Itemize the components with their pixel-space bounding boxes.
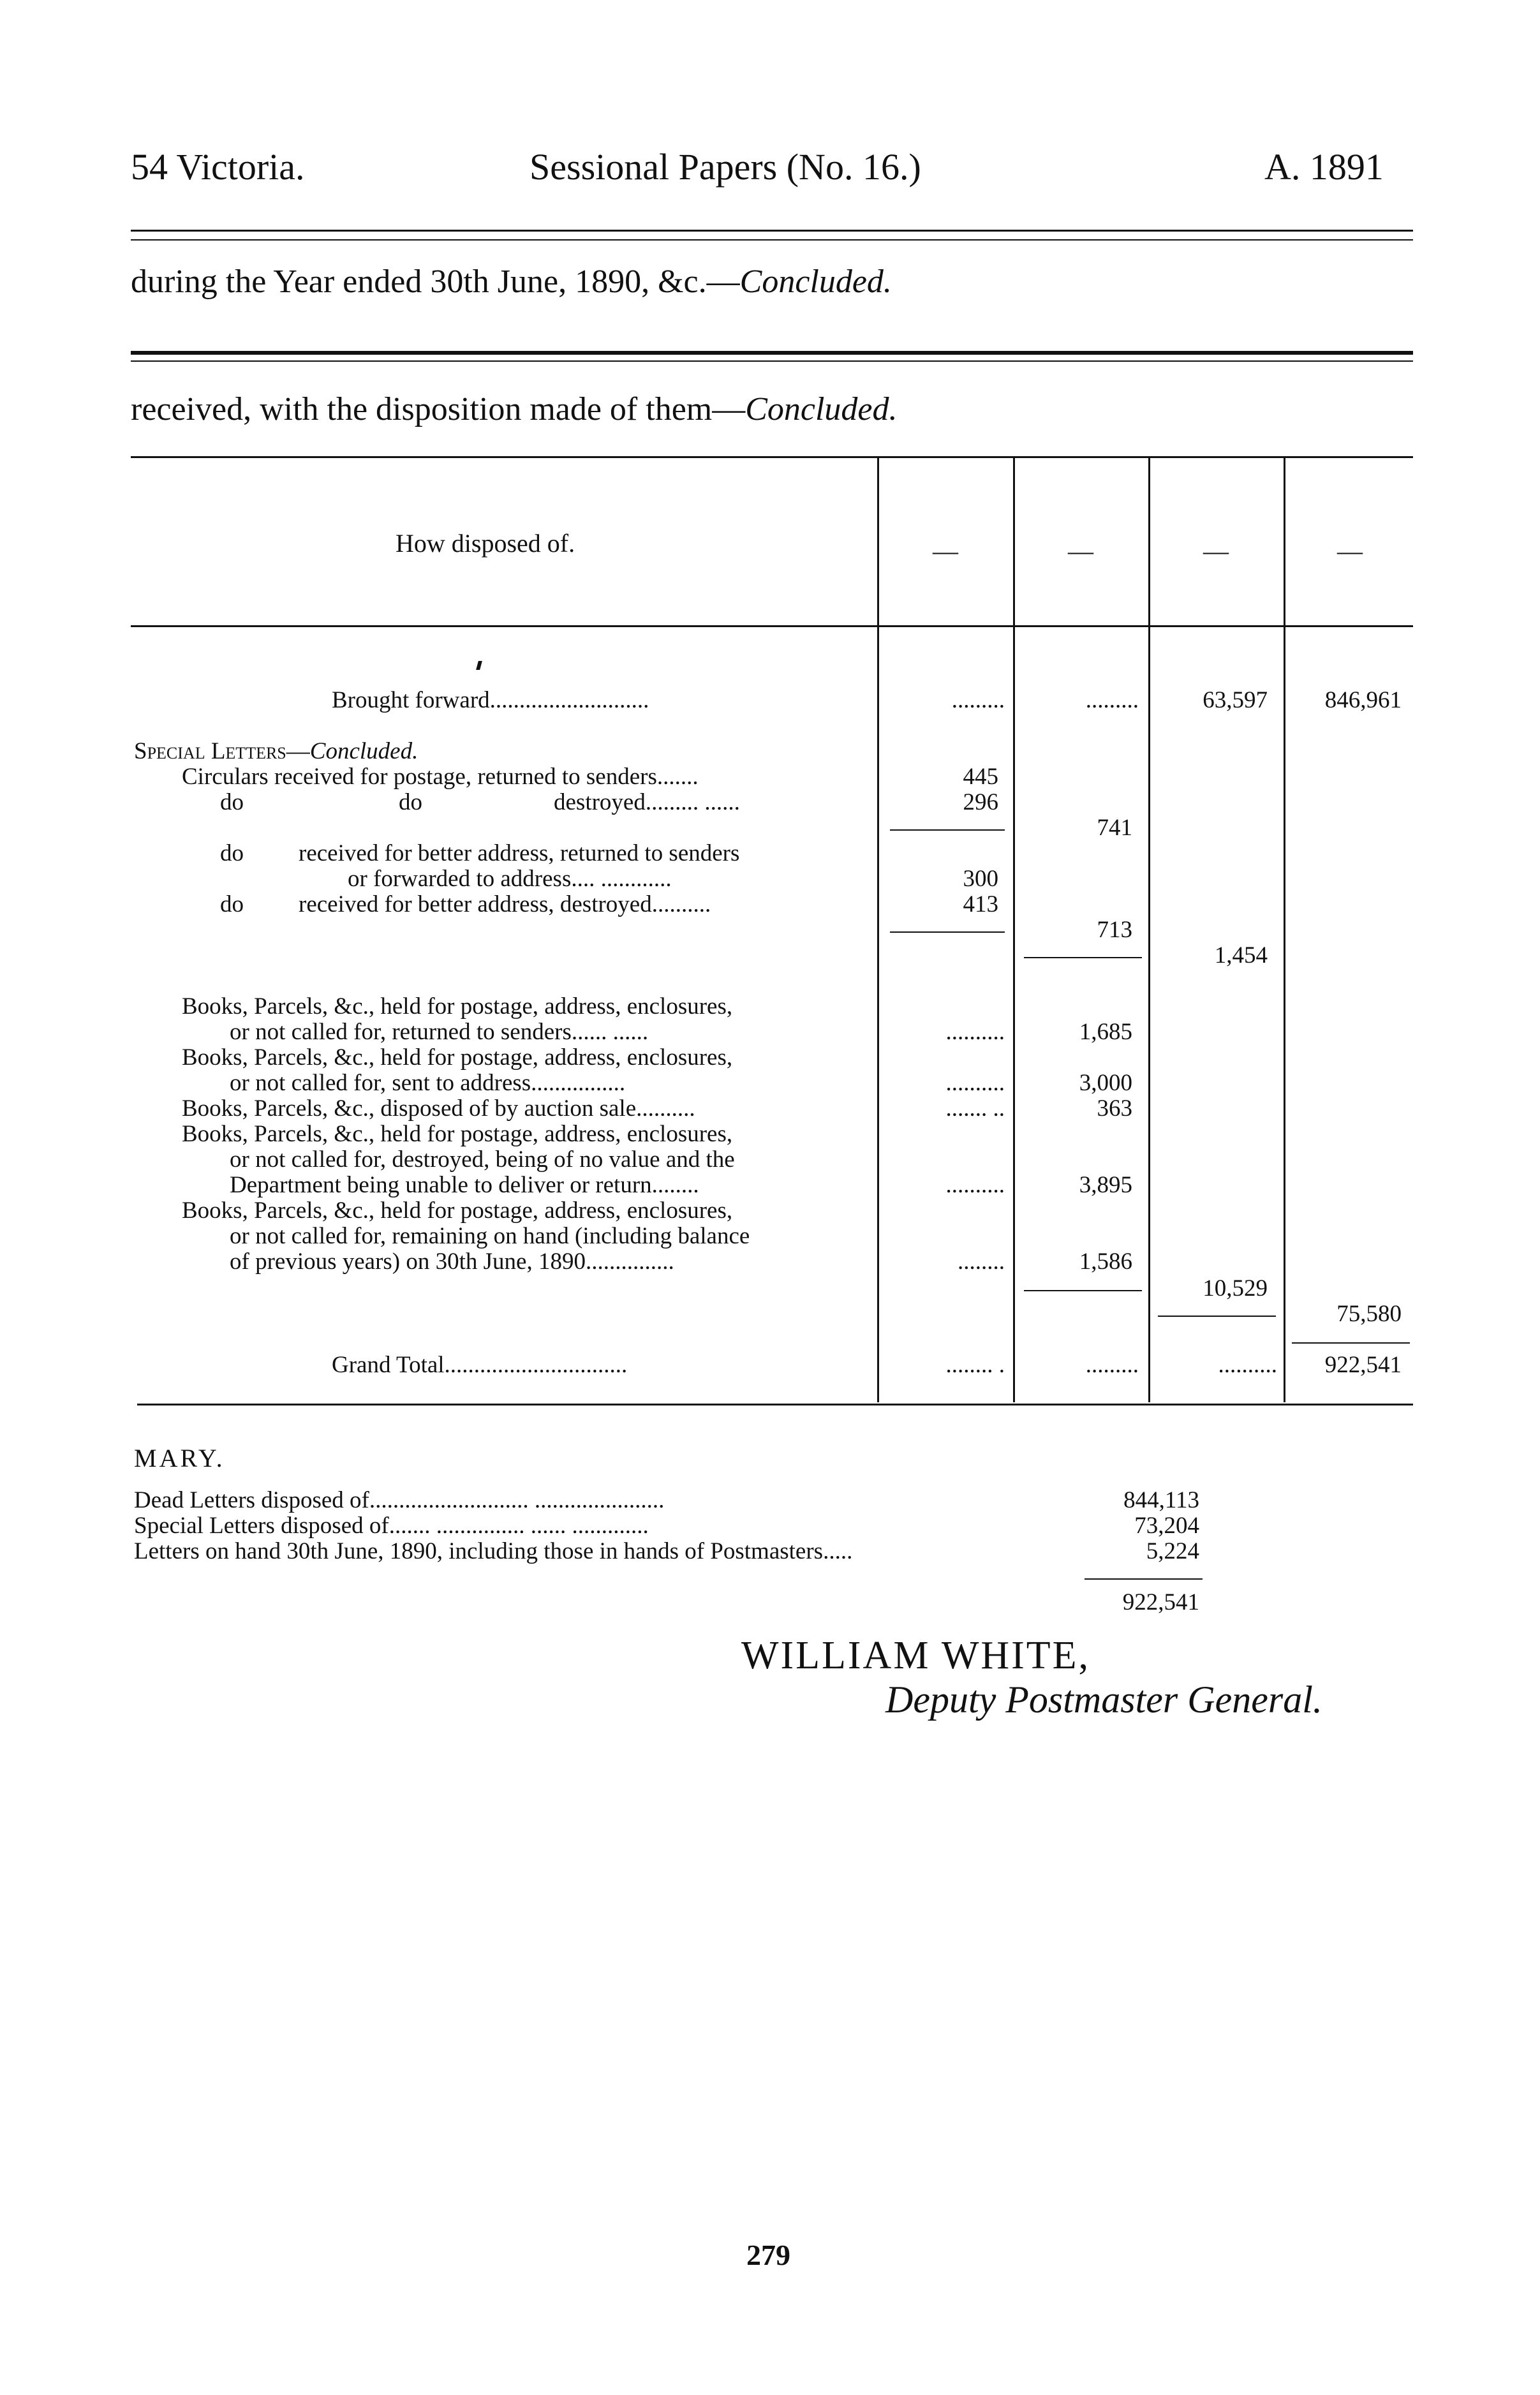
special-letters-heading-text: Special Letters— [134,738,310,764]
col-2-dash: — [1068,537,1093,565]
header-left: 54 Victoria. [131,146,305,188]
books-2-line1: Books, Parcels, &c., held for postage, address, enclosures, [182,1044,733,1071]
circulars-destroyed-do-1: do [220,789,244,815]
sum-rule-75580 [1158,1316,1276,1317]
books-4-dots: .......... [945,1172,1005,1198]
better-address-destroyed-label: received for better address, destroyed.......... [299,891,711,917]
sum-rule-741 [890,829,1005,831]
books-2-dots: .......... [945,1070,1005,1096]
col-1-dash: — [933,537,958,565]
books-1-line2: or not called for, returned to senders...... ...... [230,1019,649,1045]
circulars-returned-label: Circulars received for postage, returned to senders....... [182,764,699,790]
header-center: Sessional Papers (No. 16.) [529,146,921,188]
brought-forward-c1: ......... [951,687,1005,713]
books-4-value: 3,895 [1079,1172,1132,1198]
grand-total-c1: ........ . [945,1352,1005,1378]
summary-heading: MARY. [134,1444,225,1472]
grand-total-c2: ......... [1085,1352,1139,1378]
books-1-dots: .......... [945,1019,1005,1045]
circulars-destroyed-label: destroyed......... ...... [554,789,740,815]
sum-1454: 1,454 [1214,942,1268,968]
summary-dead-letters-label: Dead Letters disposed of........................... ...................... [134,1487,665,1513]
ink-mark [476,661,482,670]
brought-forward-c3: 63,597 [1203,687,1268,713]
brought-forward-text: Brought forward [332,687,490,713]
signature-title: Deputy Postmaster General. [885,1679,1322,1721]
table-header-rule [131,625,1413,627]
table-col-divider-1 [877,458,879,1402]
grand-total-text: Grand Total [332,1352,445,1378]
books-4-line3: Department being unable to deliver or return........ [230,1172,699,1198]
better-address-destroyed-value: 413 [963,891,998,917]
subtitle-rule-thick [131,351,1413,355]
brought-forward-c4: 846,961 [1324,687,1402,713]
sum-rule-713 [890,931,1005,933]
books-2-value: 3,000 [1079,1070,1132,1096]
books-5-value: 1,586 [1079,1249,1132,1275]
sum-rule-grand [1292,1342,1410,1344]
table-bottom-rule [137,1404,1413,1405]
circulars-destroyed-do-2: do [399,789,422,815]
sum-rule-1454 [1024,957,1142,958]
books-1-value: 1,685 [1079,1019,1132,1045]
grand-total-c3: .......... [1218,1352,1277,1378]
circulars-returned-value: 445 [963,764,998,790]
subtitle-1-text: during the Year ended 30th June, 1890, &c.— [131,263,740,300]
header-rule-top [131,230,1413,232]
grand-total-dots: ............................... [444,1352,628,1378]
sum-10529: 10,529 [1203,1275,1268,1301]
better-address-returned-do: do [220,840,244,866]
summary-special-letters-label: Special Letters disposed of....... ............... ...... ............. [134,1513,649,1539]
better-address-destroyed-do: do [220,891,244,917]
forwarded-value: 300 [963,866,998,892]
sum-75580: 75,580 [1336,1301,1402,1327]
brought-forward-label [332,688,649,713]
summary-on-hand-label: Letters on hand 30th June, 1890, including those in hands of Postmasters..... [134,1538,853,1564]
sum-rule-10529 [1024,1290,1142,1291]
table-top-rule [131,456,1413,458]
summary-on-hand-value: 5,224 [1146,1538,1199,1564]
books-4-line1: Books, Parcels, &c., held for postage, address, enclosures, [182,1121,733,1147]
books-4-line2: or not called for, destroyed, being of no value and the [230,1146,735,1173]
better-address-returned-label: received for better address, returned to senders [299,840,740,866]
subtitle-2 [131,390,898,428]
subtitle-2-italic: Concluded. [745,391,898,427]
subtitle-2-text: received, with the disposition made of them— [131,391,746,427]
grand-total-label [332,1353,627,1378]
special-letters-heading [134,739,418,764]
special-letters-heading-italic: Concluded. [309,738,418,764]
books-2-line2: or not called for, sent to address................ [230,1070,626,1096]
books-3-line1: Books, Parcels, &c., disposed of by auction sale.......... [182,1095,695,1122]
circulars-destroyed-value: 296 [963,789,998,815]
brought-forward-c2: ......... [1085,687,1139,713]
header-rule-bottom [131,239,1413,241]
col-4-dash: — [1337,537,1363,565]
table-col-divider-2 [1013,458,1015,1402]
sum-713: 713 [1097,917,1132,943]
books-5-line1: Books, Parcels, &c., held for postage, address, enclosures, [182,1198,733,1224]
header-right: A. 1891 [1264,146,1384,188]
summary-total-value: 922,541 [1122,1589,1199,1615]
page-number: 279 [746,2239,790,2271]
books-1-line1: Books, Parcels, &c., held for postage, address, enclosures, [182,993,733,1020]
forwarded-label: or forwarded to address.... ............ [348,866,672,892]
subtitle-rule-thin [131,360,1413,362]
grand-total-c4: 922,541 [1324,1352,1402,1378]
summary-special-letters-value: 73,204 [1134,1513,1199,1539]
summary-dead-letters-value: 844,113 [1123,1487,1199,1513]
books-3-dots: ....... .. [945,1095,1005,1122]
signature-name: WILLIAM WHITE, [741,1634,1091,1677]
books-3-value: 363 [1097,1095,1132,1122]
sum-741: 741 [1097,815,1132,841]
books-5-line3: of previous years) on 30th June, 1890............... [230,1249,674,1275]
books-5-line2: or not called for, remaining on hand (including balance [230,1223,750,1249]
col-3-dash: — [1203,537,1229,565]
summary-total-rule [1085,1578,1203,1580]
subtitle-1 [131,263,892,300]
subtitle-1-italic: Concluded. [739,263,892,300]
table-header-label: How disposed of. [396,529,575,558]
table-col-divider-4 [1284,458,1285,1402]
books-5-dots: ........ [958,1249,1005,1275]
table-col-divider-3 [1148,458,1150,1402]
brought-forward-dots: ........................... [489,687,649,713]
